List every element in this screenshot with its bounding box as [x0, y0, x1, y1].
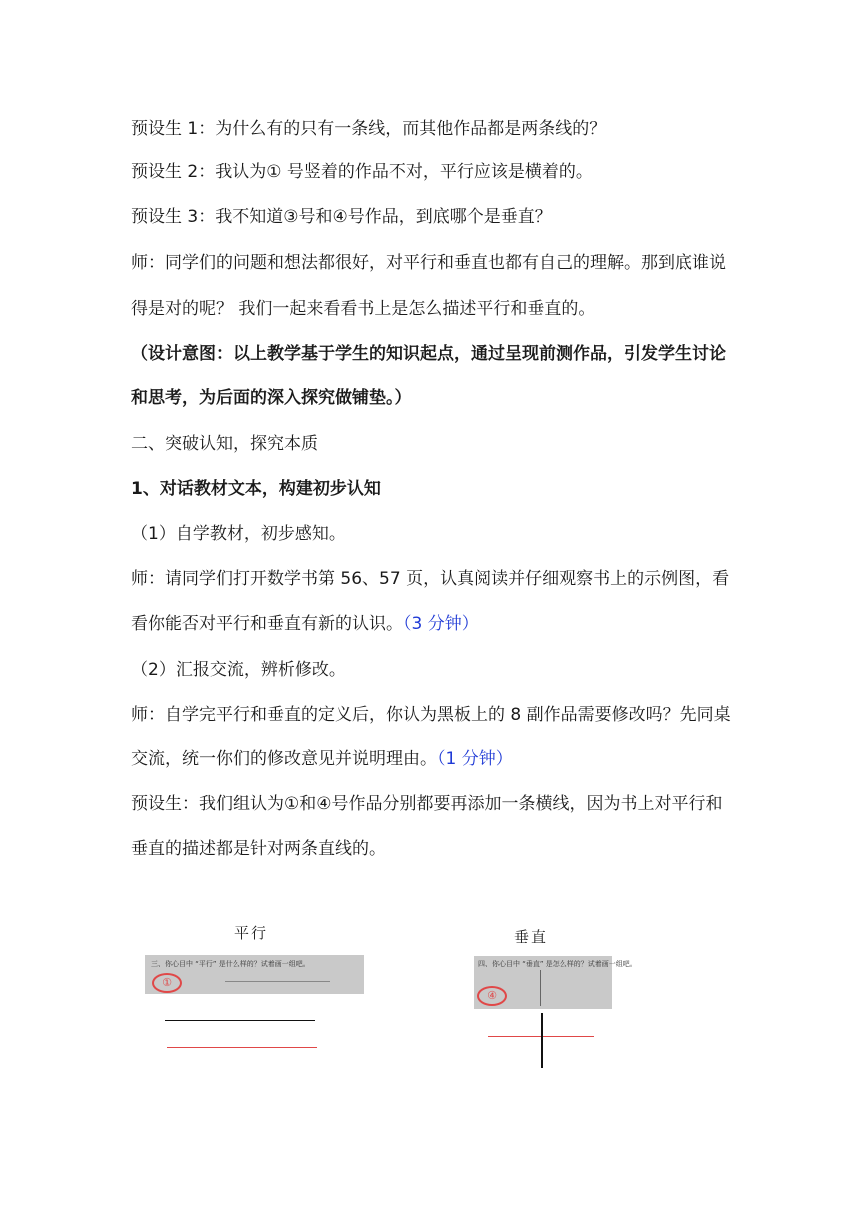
paragraph-3: 预设生 3：我不知道③号和④号作品，到底哪个是垂直？	[131, 207, 552, 227]
paragraph-4-line-1: 师：同学们的问题和想法都很好，对平行和垂直也都有自己的理解。那到底谁说	[131, 253, 726, 273]
paragraph-4-line-2: 得是对的呢？ 我们一起来看看书上是怎么描述平行和垂直的。	[131, 299, 596, 319]
parallel-photo-line	[225, 981, 330, 982]
paragraph-9-line-2	[131, 612, 479, 636]
time-note-1min: （1 分钟）	[437, 749, 513, 769]
paragraph-9-text: 看你能否对平行和垂直有新的认识。	[131, 614, 403, 634]
perpendicular-black-line	[541, 1013, 543, 1068]
paragraph-12-line-1: 预设生：我们组认为①和④号作品分别都要再添加一条横线，因为书上对平行和	[131, 794, 723, 814]
paragraph-11-text: 交流，统一你们的修改意见并说明理由。	[131, 749, 437, 769]
parallel-photo	[145, 955, 364, 994]
design-intent-line-1: （设计意图：以上教学基于学生的知识起点，通过呈现前测作品，引发学生讨论	[131, 344, 726, 364]
parallel-red-line	[167, 1047, 317, 1048]
figure-parallel-title: 平行	[234, 924, 269, 942]
parallel-black-line	[165, 1020, 315, 1021]
paragraph-11-line-1: 师：自学完平行和垂直的定义后，你认为黑板上的 8 副作品需要修改吗？先同桌	[131, 705, 731, 725]
parallel-number-badge: ①	[152, 973, 182, 993]
paragraph-2: 预设生 2：我认为① 号竖着的作品不对，平行应该是横着的。	[131, 162, 593, 182]
perpendicular-photo	[474, 956, 637, 1009]
step-2-heading: （2）汇报交流，辨析修改。	[131, 660, 346, 680]
paragraph-1: 预设生 1：为什么有的只有一条线，而其他作品都是两条线的？	[131, 119, 607, 139]
figure-perpendicular-title: 垂直	[514, 928, 549, 946]
design-intent-line-2: 和思考，为后面的深入探究做铺垫。）	[131, 388, 412, 408]
perpendicular-number-badge: ④	[477, 986, 507, 1006]
time-note-3min: （3 分钟）	[403, 614, 479, 634]
perpendicular-photo-line	[540, 970, 541, 1006]
parallel-photo-text: 三、你心目中 “平行” 是什么样的？试着画一组吧。	[151, 960, 310, 968]
paragraph-9-line-1: 师：请同学们打开数学书第 56、57 页，认真阅读并仔细观察书上的示例图，看	[131, 569, 730, 589]
subsection-heading: 1、对话教材文本，构建初步认知	[131, 479, 381, 499]
paragraph-12-line-2: 垂直的描述都是针对两条直线的。	[131, 839, 386, 859]
section-heading: 二、突破认知，探究本质	[131, 434, 318, 454]
step-1-heading: （1）自学教材，初步感知。	[131, 524, 346, 544]
perpendicular-photo-text: 四、你心目中 “垂直” 是怎么样的？试着画一组吧。	[478, 960, 637, 968]
paragraph-11-line-2	[131, 747, 513, 771]
